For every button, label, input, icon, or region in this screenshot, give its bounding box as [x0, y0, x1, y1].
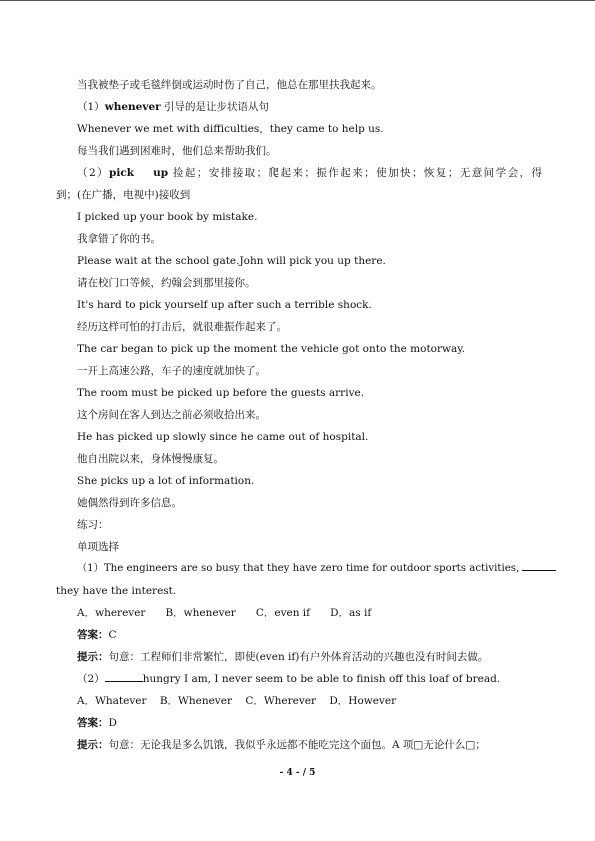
text: Please wait at the school gate.John will pick you up there. [77, 255, 386, 267]
text: 她偶然得到许多信息。 [77, 497, 182, 509]
keyword: whenever [104, 101, 161, 113]
answer-label: 答案： [77, 717, 109, 729]
question-2-options [56, 690, 542, 712]
text: 经历这样可怕的打击后，就很难振作起来了。 [77, 321, 287, 333]
text: She picks up a lot of information. [77, 475, 255, 487]
example-zh [56, 140, 542, 162]
example-zh [56, 360, 542, 382]
answer-value: D [108, 717, 117, 729]
text: 引导的是让步状语从句 [160, 101, 270, 113]
answer-blank [522, 559, 556, 571]
text: 这个房间在客人到达之前必须收拾出来。 [77, 409, 266, 421]
question-1 [56, 558, 542, 580]
text: It's hard to pick yourself up after such a terrible shock. [77, 299, 372, 311]
hint-2 [56, 734, 542, 756]
exercise-heading [56, 514, 542, 536]
example-en [56, 470, 542, 492]
example-en [56, 250, 542, 272]
example-zh [56, 404, 542, 426]
question-2 [56, 668, 542, 690]
example-en [56, 338, 542, 360]
text: The car began to pick up the moment the vehicle got onto the motorway. [77, 343, 466, 355]
hint-text: 句意：无论我是多么饥饿，我似乎永远都不能吃完这个面包。A 项□无论什么□； [108, 739, 486, 751]
text: （2） [77, 673, 105, 685]
answer-value: C [108, 629, 117, 641]
page-number: - 4 - / 5 [279, 768, 316, 778]
text: 他自出院以来，身体慢慢康复。 [77, 453, 224, 465]
example-zh [56, 272, 542, 294]
answer-label: 答案： [77, 629, 109, 641]
example-en [56, 382, 542, 404]
text: 单项选择 [77, 541, 119, 553]
example-en [56, 206, 542, 228]
example-en [56, 294, 542, 316]
text: 一开上高速公路，车子的速度就加快了。 [77, 365, 266, 377]
example-zh [56, 228, 542, 250]
top-rule [0, 0, 595, 1]
answer-2 [56, 712, 542, 734]
document-body [56, 74, 542, 756]
answer-blank [105, 670, 143, 682]
options: A．Whatever B．Whenever C．Wherever D．However [77, 695, 397, 707]
text: He has picked up slowly since he came out of hospital. [77, 431, 369, 443]
text-line [56, 74, 542, 96]
example-en [56, 426, 542, 448]
hint-label: 提示： [77, 651, 109, 663]
section-heading [56, 536, 542, 558]
question-1-options [56, 602, 542, 624]
heading-whenever [56, 96, 542, 118]
heading-pick-up [56, 162, 542, 184]
text: （1） [77, 101, 105, 113]
text: they have the interest. [56, 585, 177, 597]
text: 当我被垫子或毛毯绊倒或运动时伤了自己，他总在那里扶我起来。 [77, 79, 382, 91]
text: 到；(在广播，电视中)接收到 [56, 189, 191, 201]
options: A．wherever B．whenever C．even if D．as if [77, 607, 372, 619]
text: 练习： [77, 519, 109, 531]
text: 每当我们遇到困难时，他们总来帮助我们。 [77, 145, 277, 157]
example-zh [56, 316, 542, 338]
text: （2） [77, 167, 110, 179]
hint-1 [56, 646, 542, 668]
question-text: hungry I am, I never seem to be able to finish off this loaf of bread. [142, 673, 501, 685]
example-zh [56, 448, 542, 470]
question-text: （1）The engineers are so busy that they have zero time for outdoor sports activities, [77, 563, 523, 574]
answer-1 [56, 624, 542, 646]
text: 请在校门口等候，约翰会到那里接你。 [77, 277, 256, 289]
keyword: pick up [109, 167, 169, 179]
text: 我拿错了你的书。 [77, 233, 161, 245]
example-en [56, 118, 542, 140]
text: Whenever we met with difficulties，they came to help us. [77, 123, 384, 135]
text-line [56, 184, 542, 206]
hint-text: 句意：工程师们非常繁忙，即使(even if)有户外体育活动的兴趣也没有时间去做。 [108, 651, 489, 663]
example-zh [56, 492, 542, 514]
text: 捡起；安排接取；爬起来；振作起来；使加快；恢复；无意间学会，得 [168, 167, 542, 179]
text: The room must be picked up before the guests arrive. [77, 387, 365, 399]
question-1-continued [56, 580, 542, 602]
text: I picked up your book by mistake. [77, 211, 258, 223]
hint-label: 提示： [77, 739, 109, 751]
